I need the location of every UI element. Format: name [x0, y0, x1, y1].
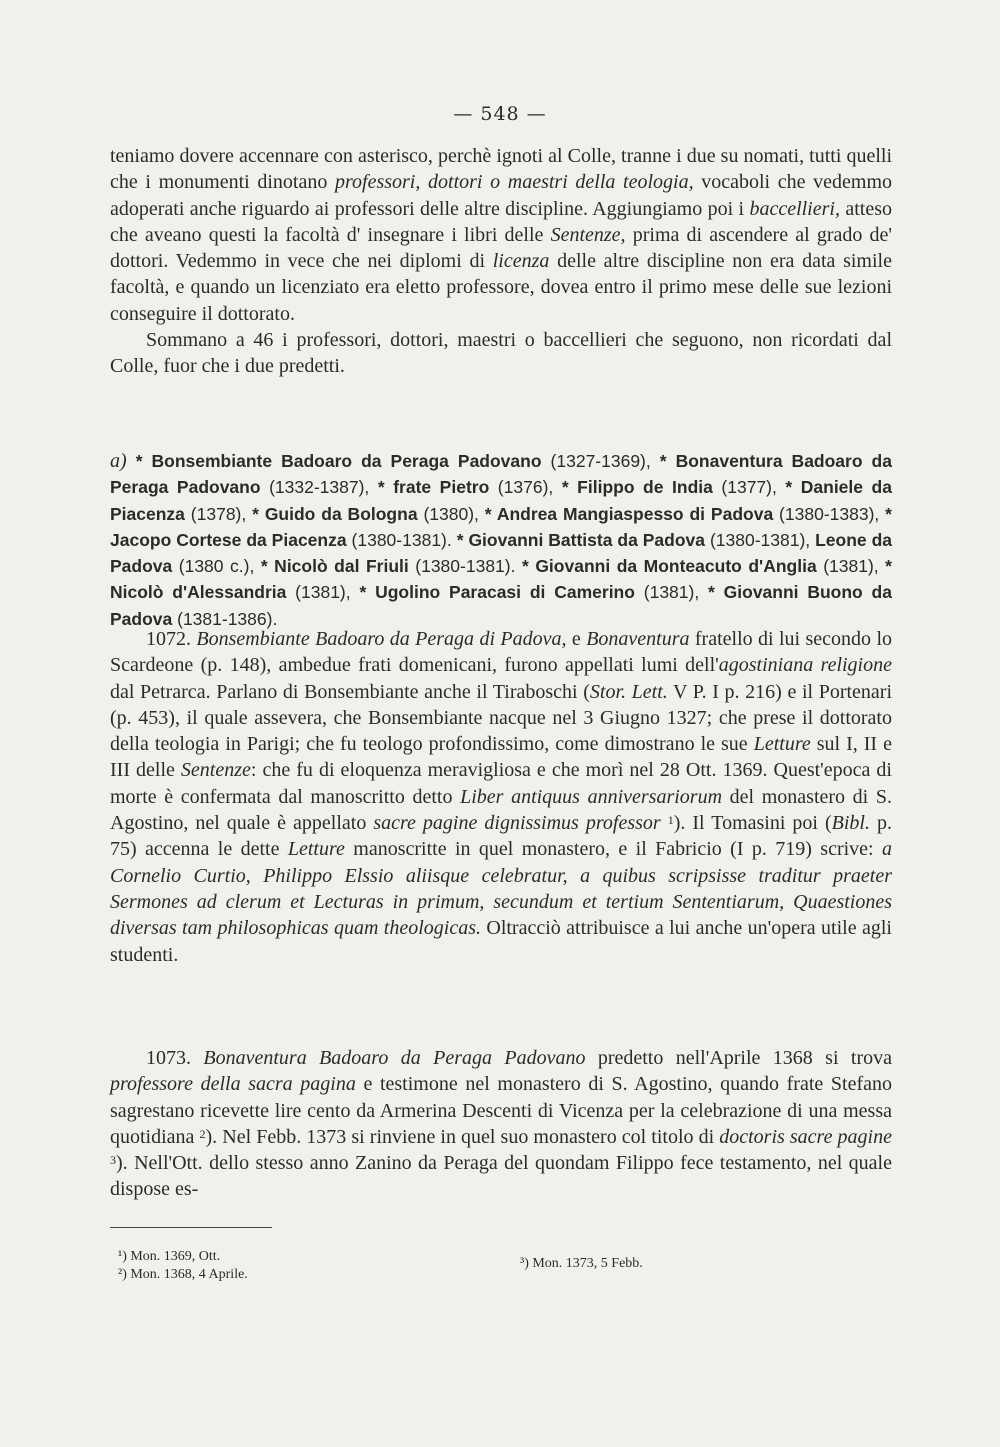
professor-years: (1378), — [184, 503, 253, 524]
professor-list — [110, 448, 892, 632]
professor-years: (1377), — [712, 477, 786, 498]
professor-name: * Giovanni da Monteacuto d'Anglia — [522, 556, 817, 577]
footnote-ref[interactable]: 2 — [199, 1126, 206, 1141]
footnote-ref[interactable]: 1 — [667, 813, 674, 828]
section-1072 — [110, 626, 892, 968]
list-label: a) — [110, 450, 127, 472]
professor-years: (1380-1383), — [773, 503, 886, 524]
section-number: 1073. — [146, 1047, 191, 1069]
professor-name: * Bonsembiante Badoaro da Peraga Padovano — [135, 451, 542, 471]
professor-name: Leone da Padova — [110, 529, 892, 577]
professor-years: (1380-1381). — [346, 529, 457, 550]
professor-name: * Nicolò d'Alessandria — [110, 556, 892, 603]
footnote-2: ²) Mon. 1368, 4 Aprile. — [118, 1267, 248, 1282]
professor-list-paragraph — [110, 448, 892, 632]
professor-name: * Giovanni Battista da Padova — [456, 529, 705, 550]
professor-years: (1376), — [489, 477, 562, 498]
professor-name: * Ugolino Paracasi di Camerino — [359, 582, 635, 603]
professor-years: (1380 c.), — [172, 556, 261, 577]
professor-name: * Giovanni Buono da Padova — [110, 582, 892, 629]
section-number: 1072. — [146, 628, 191, 650]
footnote-3: ³) Mon. 1373, 5 Febb. — [520, 1256, 643, 1271]
professor-years: (1332-1387), — [260, 477, 378, 498]
professor-name: * Filippo de India — [561, 477, 713, 498]
professor-years: (1327-1369), — [541, 451, 660, 471]
footnote-ref[interactable]: 3 — [110, 1153, 116, 1168]
intro-paragraph: teniamo dovere accennare con asterisco, perchè ignoti al Colle, tranne i due su nomati, tutti quelli che i monumenti dinotano professori, dottori o maestri della teologia, vocaboli che vedemmo adoperati anche riguardo ai professori delle altre discipline. Aggiungiamo poi i baccellieri, atteso che aveano questi la facoltà d' insegnare i libri delle Sentenze, prima di ascendere al grado de' dottori. Vedemmo in vece che nei diplomi di licenza delle altre discipline non era data simile facoltà, e quando un licenziato era eletto professore, dovea entro il primo mese delle sue lezioni conseguire il dottorato. — [110, 145, 892, 325]
summary-paragraph: Sommano a 46 i professori, dottori, maestri o baccellieri che seguono, non ricordati dal Colle, fuor che i due predetti. — [110, 329, 892, 378]
section-1073 — [110, 1045, 892, 1203]
professor-name: * Nicolò dal Friuli — [260, 556, 409, 577]
professor-years: (1381), — [286, 582, 360, 603]
professor-name: * Andrea Mangiaspesso di Padova — [484, 503, 774, 524]
professor-name: * Guido da Bologna — [252, 503, 418, 524]
footnote-1: ¹) Mon. 1369, Ott. — [118, 1249, 221, 1264]
footnotes-left — [118, 1248, 248, 1284]
professor-name: * Daniele da Piacenza — [110, 477, 892, 524]
professor-years: (1380), — [417, 503, 485, 524]
professor-name: * frate Pietro — [377, 477, 490, 498]
section-1072-paragraph: 1072. Bonsembiante Badoaro da Peraga di Padova, e Bonaventura fratello di lui secondo lo Scardeone (p. 148), ambedue frati domenicani, furono appellati lumi dell'agostiniana religione dal Petrarca. Parlano di Bonsembiante anche il Tiraboschi (Stor. Lett. V P. I p. 216) e il Portenari (p. 453), il quale assevera, che Bonsembiante nacque nel 3 Giugno 1327; che prese il dottorato della teologia in Parigi; che fu teologo profondissimo, come dimostrano le sue Letture sul I, II e III delle Sentenze: che fu di eloquenza meravigliosa e che morì nel 28 Ott. 1369. Quest'epoca di morte è confermata dal manoscritto detto Liber antiquus anniversariorum del monastero di S. Agostino, nel quale è appellato sacre pagine dignissimus professor $^1$). Il Tomasini poi (Bibl. p. 75) accenna le dette Letture manoscritte in quel monastero, e il Fabricio (I p. 719) scrive: a Cornelio Curtio, Philippo Elssio aliisque celebratur, a quibus scripsisse traditur praeter Sermones ad clerum et Lecturas in primum, secundum et tertium Sententiarum, Quaestiones diversas tam philosophicas quam theologicas. Oltracciò attribuisce a lui anche un'opera utile agli studenti. — [110, 628, 893, 966]
professor-name: * Bonaventura Badoaro da Peraga Padovano — [110, 451, 892, 498]
footnotes-right — [520, 1255, 643, 1273]
section-1073-paragraph: 1073. Bonaventura Badoaro da Peraga Padovano predetto nell'Aprile 1368 si trova professore della sacra pagina e testimone nel monastero di S. Agostino, quando frate Stefano sagrestano ricevette lire cento da Armerina Descenti di Vicenza per la celebrazione di una messa quotidiana $^2$). Nel Febb. 1373 si rinviene in quel suo monastero col titolo di doctoris sacre pagine $^3$). Nell'Ott. dello stesso anno Zanino da Peraga del quondam Filippo fece testamento, nel quale dispose es- — [110, 1047, 892, 1201]
page-number: — 548 — — [453, 103, 547, 125]
professor-years: (1380-1381). — [408, 556, 522, 577]
intro-section — [110, 143, 892, 380]
professor-years: (1381-1386). — [172, 608, 278, 629]
footnote-divider — [110, 1227, 272, 1228]
professor-name: * Jacopo Cortese da Piacenza — [110, 503, 892, 550]
professor-years: (1381), — [816, 556, 886, 577]
professor-years: (1381), — [634, 582, 709, 603]
professor-years: (1380-1381), — [705, 529, 816, 550]
